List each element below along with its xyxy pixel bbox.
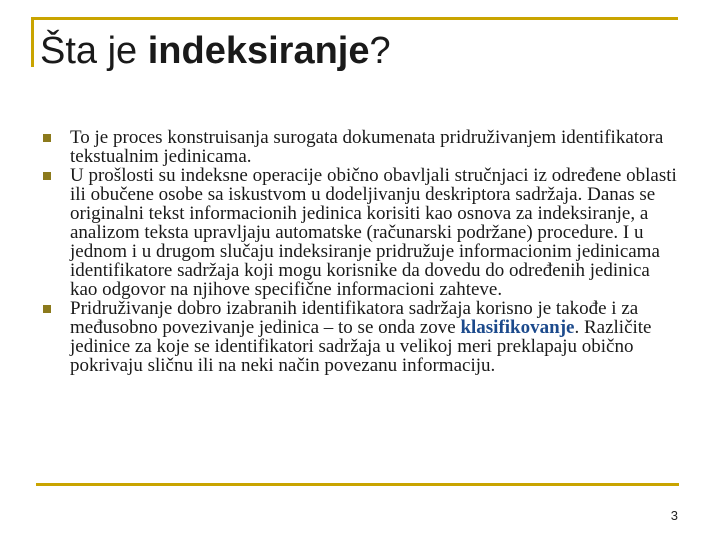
frame-left-rule [31, 17, 34, 67]
bullet-item [40, 166, 680, 299]
bullet-text: U prošlosti su indeksne operacije obično obavljali stručnjaci iz određene oblasti ili obučene osobe sa iskustvom u dodeljivanju deskriptora sadržaja. Danas se originalni tekst informacionih jedinica korisiti kao osnova za indeksiranje, a analizom teksta upravljaju automatske (računarski podržane) procedure. I u jednom i u drugom slučaju indeksiranje pridružuje informacionim jedinicama identifikatore sadržaja koji mogu korisnike da dovedu do određenih jedinica kao odgovor na njihove specifične informacioni zahteve. [70, 165, 677, 300]
square-bullet-icon [43, 134, 51, 142]
square-bullet-icon [43, 172, 51, 180]
bullet-text: Pridruživanje dobro izabranih identifikatora sadržaja korisno je takođe i za međusobno povezivanje jedinica – to se onda zove [70, 298, 639, 338]
page-number: 3 [670, 508, 678, 523]
bullet-text: To je proces konstruisanja surogata dokumenata pridruživanjem identifikatora tekstualnim jedinicama. [70, 127, 664, 167]
keyword-klasifikovanje: klasifikovanje [460, 317, 575, 338]
frame-top-rule [31, 17, 678, 20]
square-bullet-icon [43, 305, 51, 313]
bullet-item [40, 128, 680, 166]
title-emphasis: indeksiranje [147, 30, 370, 72]
frame-bottom-rule [36, 483, 679, 486]
title-prefix: Šta je [40, 30, 148, 72]
bullet-item [40, 299, 680, 375]
bullet-list [40, 128, 680, 375]
slide-title [40, 28, 391, 74]
bullet-text-continued: . Različite jedinice za koje se identifikatori sadržaja u velikoj meri preklapaju obično pokrivaju sličnu ili na neki način povezanu informaciju. [70, 317, 652, 376]
title-suffix: ? [369, 30, 391, 72]
